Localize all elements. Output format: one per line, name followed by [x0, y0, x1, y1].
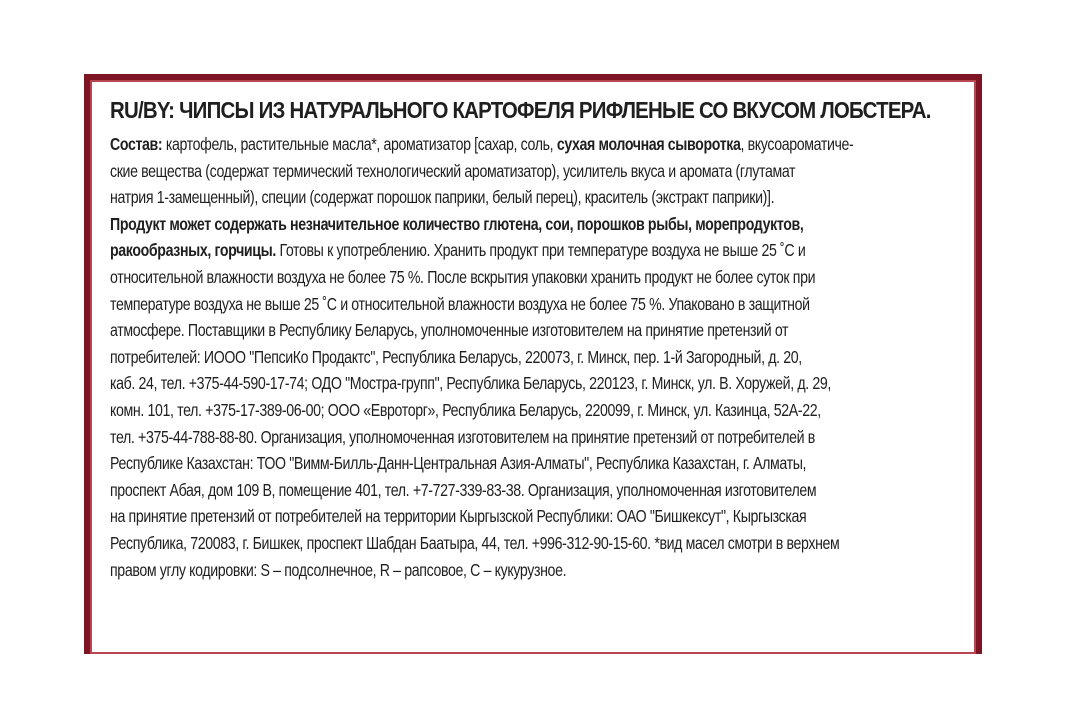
composition-allergen: сухая молочная сыворотка	[556, 134, 741, 154]
label-body	[110, 131, 960, 583]
oil-legend-line: правом углу кодировки: S – подсолнечное, R – рапсовое, C – кукурузное.	[110, 559, 567, 580]
composition-text-end: , вкусоароматиче-	[740, 134, 854, 154]
kazakhstan-line-3: проспект Абая, дом 109 В, помещение 401, тел. +7-727-339-83-38. Организация, уполномоченная изготовителем	[110, 479, 817, 500]
suppliers-line: атмосфере. Поставщики в Республику Беларусь, уполномоченные изготовителем на принятие претензий от	[110, 320, 789, 341]
storage-text: Готовы к употреблению. Хранить продукт при температуре воздуха не выше 25 ˚С и	[275, 240, 806, 261]
suppliers-line-2: потребителей: ИООО "ПепсиКо Продактс", Республика Беларусь, 220073, г. Минск, пер. 1-й Загородный, д. 20,	[110, 346, 802, 367]
storage-line-3: температуре воздуха не выше 25 ˚С и относительной влажности воздуха не более 75 %. Упаковано в защитной	[110, 293, 810, 314]
composition-line-3: натрия 1-замещенный), специи (содержат порошок паприки, белый перец), краситель (экстракт паприки)].	[110, 187, 775, 208]
suppliers-line-3: каб. 24, тел. +375-44-590-17-74; ОДО "Мостра-групп", Республика Беларусь, 220123, г. Минск, ул. В. Хоружей, д. 29,	[110, 373, 831, 394]
composition-line-2: ские вещества (содержат термический технологический ароматизатор), усилитель вкуса и аромата (глутамат	[110, 160, 796, 181]
kazakhstan-line: тел. +375-44-788-88-80. Организация, уполномоченная изготовителем на принятие претензий от потребителей в	[110, 426, 815, 447]
composition-label: Состав:	[110, 134, 163, 154]
allergen-warning: Продукт может содержать незначительное количество глютена, сои, порошков рыбы, морепродуктов,	[110, 213, 804, 234]
product-label-text	[110, 95, 960, 583]
kyrgyzstan-line: на принятие претензий от потребителей на территории Кыргызской Республики: ОАО "Бишкексут", Кыргызская	[110, 506, 807, 527]
kazakhstan-line-2: Республике Казахстан: ТОО "Вимм-Билль-Данн-Центральная Азия-Алматы", Республика Казахстан, г. Алматы,	[110, 453, 807, 474]
kyrgyzstan-line-2: Республика, 720083, г. Бишкек, проспект Шабдан Баатыра, 44, тел. +996-312-90-15-60. *вид масел смотри в верхнем	[110, 532, 840, 553]
product-title: RU/BY: ЧИПСЫ ИЗ НАТУРАЛЬНОГО КАРТОФЕЛЯ РИФЛЕНЫЕ СО ВКУСОМ ЛОБСТЕРА.	[110, 97, 931, 123]
storage-line	[110, 237, 960, 264]
composition-line	[110, 131, 960, 158]
storage-line-2: относительной влажности воздуха не более 75 %. После вскрытия упаковки хранить продукт не более суток при	[110, 266, 816, 287]
suppliers-line-4: комн. 101, тел. +375-17-389-06-00; ООО «Евроторг», Республика Беларусь, 220099, г. Минск, ул. Казинца, 52А-22,	[110, 399, 821, 420]
composition-text: картофель, растительные масла*, ароматизатор [сахар, соль,	[162, 134, 557, 154]
allergen-warning-end: ракообразных, горчицы.	[110, 240, 276, 261]
